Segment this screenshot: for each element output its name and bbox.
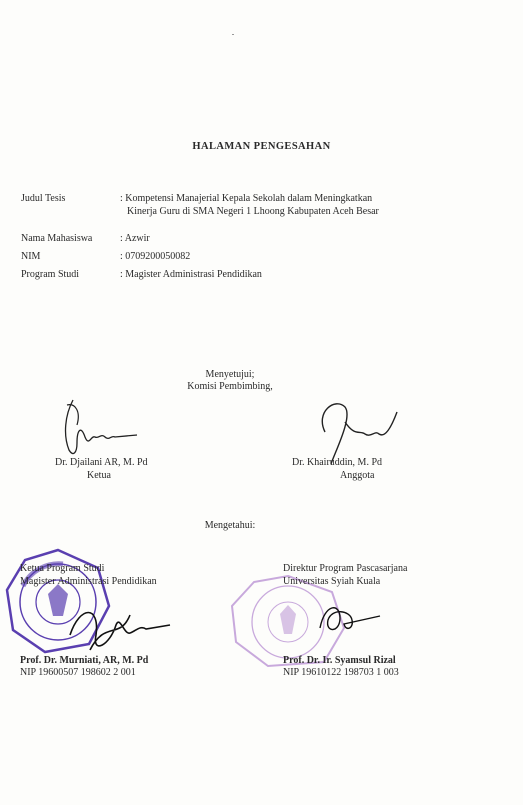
- field-label-nim: NIM: [21, 251, 41, 262]
- signature-syamsul: [310, 598, 390, 648]
- page-title: HALAMAN PENGESAHAN: [192, 141, 331, 152]
- field-label-student-name: Nama Mahasiswa: [21, 233, 93, 244]
- approval-line1: Menyetujui;: [205, 369, 255, 380]
- field-label-program: Program Studi: [21, 269, 80, 280]
- supervisor-2-role: Anggota: [340, 470, 375, 481]
- official-2-nip: NIP 19610122 198703 1 003: [283, 667, 399, 678]
- field-label-thesis-title: Judul Tesis: [21, 193, 66, 204]
- field-value-thesis-title-line2: Kinerja Guru di SMA Negeri 1 Lhoong Kabupaten Aceh Besar: [127, 206, 379, 217]
- approval-line2: Komisi Pembimbing,: [187, 381, 273, 392]
- official-2-title-line2: Universitas Syiah Kuala: [283, 576, 381, 587]
- official-2-title-line1: Direktur Program Pascasarjana: [283, 563, 408, 574]
- supervisor-2-name: Dr. Khairuddin, M. Pd: [292, 457, 382, 468]
- field-value-program: : Magister Administrasi Pendidikan: [120, 269, 262, 280]
- field-value-thesis-title-line1: : Kompetensi Manajerial Kepala Sekolah dalam Meningkatkan: [120, 193, 373, 204]
- official-1-title-line2: Magister Administrasi Pendidikan: [20, 576, 157, 587]
- scan-speck: [232, 34, 234, 35]
- official-1-name: Prof. Dr. Murniati, AR, M. Pd: [20, 655, 149, 666]
- field-value-student-name: : Azwir: [120, 233, 150, 244]
- official-1-nip: NIP 19600507 198602 2 001: [20, 667, 136, 678]
- official-2-name: Prof. Dr. Ir. Syamsul Rizal: [283, 655, 396, 666]
- acknowledge-label: Mengetahui:: [204, 520, 256, 531]
- supervisor-1-role: Ketua: [87, 470, 111, 481]
- official-1-title-line1: Ketua Program Studi: [20, 563, 105, 574]
- supervisor-1-name: Dr. Djailani AR, M. Pd: [55, 457, 148, 468]
- field-value-nim: : 0709200050082: [120, 251, 191, 262]
